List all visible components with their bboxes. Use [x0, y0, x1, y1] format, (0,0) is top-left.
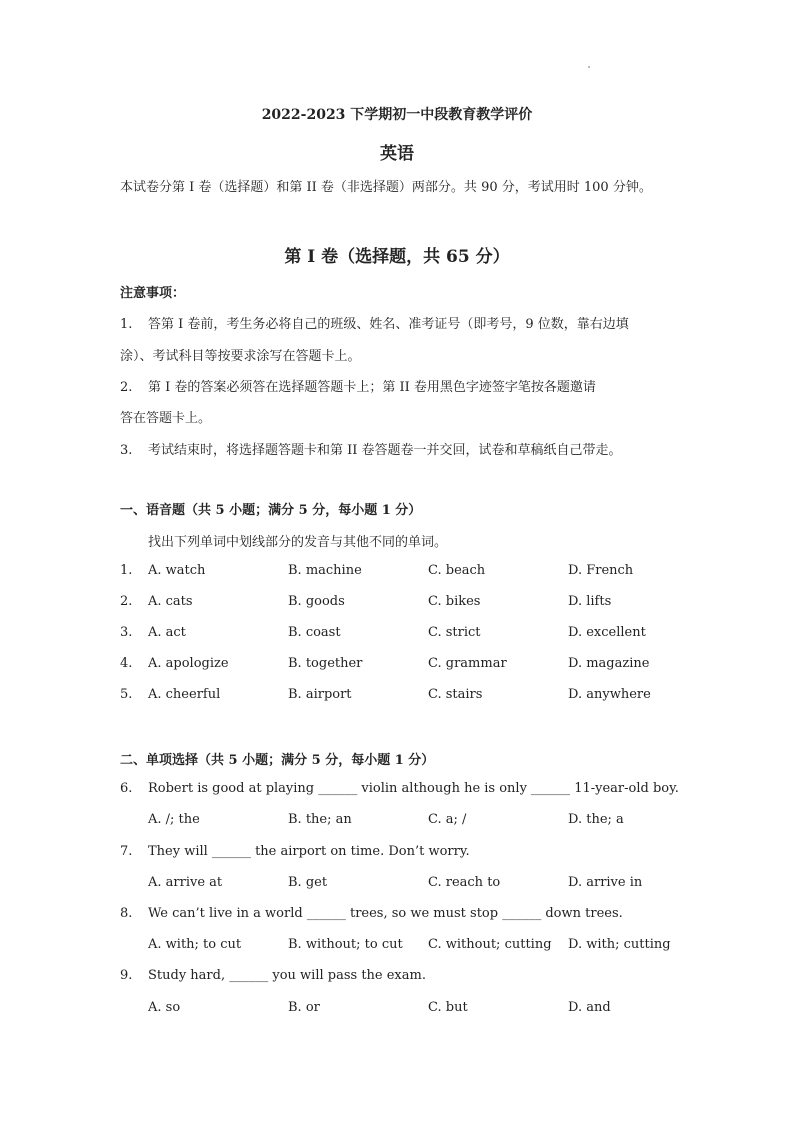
exam-intro: 本试卷分第 I 卷（选择题）和第 II 卷（非选择题）两部分。共 90 分，考试用时 100 分钟。 [120, 180, 652, 195]
option-a: A. cats [148, 594, 193, 609]
option-d: D. and [568, 1000, 611, 1015]
option-a: A. arrive at [148, 875, 223, 890]
question-stem: Study hard, ______ you will pass the exam. [148, 968, 426, 983]
option-b: B. or [288, 1000, 320, 1015]
note-number: 2. [120, 380, 133, 395]
note-1-line1 [120, 313, 629, 332]
subject-title: 英语 [380, 144, 414, 164]
question-number: 9. [120, 968, 133, 983]
section1-heading: 一、语音题（共 5 小题；满分 5 分，每小题 1 分） [120, 503, 422, 518]
option-b: B. machine [288, 563, 362, 578]
option-a: A. so [148, 1000, 181, 1015]
part1-title: 第 I 卷（选择题，共 65 分） [284, 247, 510, 267]
scan-dot [588, 66, 590, 68]
option-d: D. arrive in [568, 875, 643, 890]
note-number: 3. [120, 443, 133, 458]
option-b: B. get [288, 875, 328, 890]
note-2-line1 [120, 376, 596, 395]
option-b: B. together [288, 656, 363, 671]
note-text: 第 I 卷的答案必须答在选择题答题卡上；第 II 卷用黑色字迹签字笔按各题邀请 [148, 380, 596, 395]
note-1-line2: 涂）、考试科目等按要求涂写在答题卡上。 [120, 349, 361, 364]
option-c: C. stairs [428, 687, 483, 702]
question-number: 8. [120, 906, 133, 921]
question-stem: Robert is good at playing ______ violin although he is only ______ 11-year-old boy. [148, 781, 679, 796]
question-number: 6. [120, 781, 133, 796]
option-d: D. anywhere [568, 687, 651, 702]
question-number: 2. [120, 594, 133, 609]
section2-heading: 二、单项选择（共 5 小题；满分 5 分，每小题 1 分） [120, 753, 435, 768]
note-number: 1. [120, 317, 133, 332]
note-text: 答第 I 卷前，考生务必将自己的班级、姓名、准考证号（即考号，9 位数，靠右边填 [148, 317, 629, 332]
option-d: D. magazine [568, 656, 650, 671]
question-number: 5. [120, 687, 133, 702]
option-c: C. strict [428, 625, 481, 640]
option-c: C. without; cutting [428, 937, 552, 952]
option-c: C. a; / [428, 812, 467, 827]
option-c: C. grammar [428, 656, 507, 671]
question-number: 3. [120, 625, 133, 640]
option-d: D. French [568, 563, 634, 578]
option-a: A. act [148, 625, 186, 640]
option-b: B. without; to cut [288, 937, 403, 952]
option-c: C. beach [428, 563, 486, 578]
option-a: A. cheerful [148, 687, 221, 702]
section1-instruction: 找出下列单词中划线部分的发音与其他不同的单词。 [148, 535, 448, 550]
question-number: 7. [120, 844, 133, 859]
option-a: A. with; to cut [148, 937, 242, 952]
note-3-line1 [120, 439, 622, 458]
question-number: 4. [120, 656, 133, 671]
option-a: A. /; the [148, 812, 200, 827]
question-stem: They will ______ the airport on time. Don’t worry. [148, 844, 470, 859]
option-b: B. airport [288, 687, 352, 702]
question-number: 1. [120, 563, 133, 578]
option-c: C. bikes [428, 594, 481, 609]
option-b: B. goods [288, 594, 345, 609]
option-a: A. watch [148, 563, 206, 578]
option-c: C. reach to [428, 875, 501, 890]
option-d: D. the; a [568, 812, 624, 827]
option-d: D. excellent [568, 625, 646, 640]
option-c: C. but [428, 1000, 468, 1015]
question-stem: We can’t live in a world ______ trees, so we must stop ______ down trees. [148, 906, 623, 921]
option-b: B. coast [288, 625, 341, 640]
note-2-line2: 答在答题卡上。 [120, 411, 212, 426]
exam-title: 2022-2023 下学期初一中段教育教学评价 [261, 107, 533, 123]
option-d: D. lifts [568, 594, 612, 609]
option-a: A. apologize [148, 656, 229, 671]
option-d: D. with; cutting [568, 937, 671, 952]
option-b: B. the; an [288, 812, 352, 827]
notes-heading: 注意事项： [120, 286, 186, 301]
note-text: 考试结束时，将选择题答题卡和第 II 卷答题卷一并交回，试卷和草稿纸自己带走。 [148, 443, 622, 458]
